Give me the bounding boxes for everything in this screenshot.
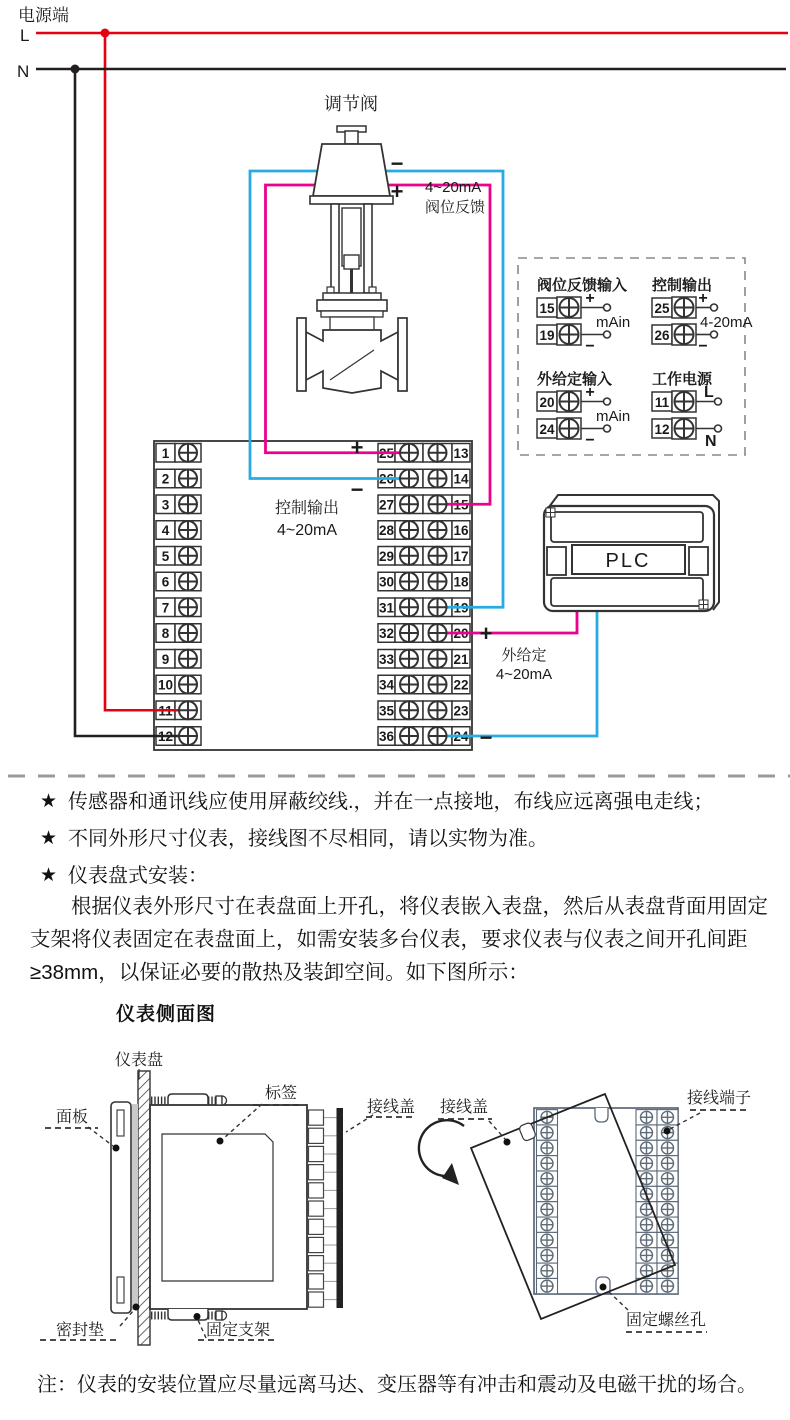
terminal-number: 23 [453, 703, 469, 719]
polarity-sign: − [585, 338, 595, 355]
neutral-line-label: N [17, 62, 30, 81]
terminal-number: 7 [161, 600, 170, 616]
strip-cell [309, 1237, 324, 1252]
polarity-sign: + [585, 290, 595, 307]
bracket-label: 固定支架 [205, 1322, 271, 1339]
rotate-arrow [419, 1120, 464, 1176]
note-text: 仪表盘式安装： [68, 865, 208, 887]
legend-terminal-number: 26 [654, 328, 670, 343]
terminal-number: 25 [378, 445, 395, 461]
panel-board-label: 仪表盘 [114, 1052, 164, 1069]
legend-mid-label: mAin [596, 408, 631, 425]
plc-box [544, 495, 719, 611]
terminal-legend [518, 258, 753, 455]
note-item [40, 789, 780, 815]
terminal-number: 2 [161, 471, 170, 487]
setpoint-label: 外给定 [501, 647, 547, 664]
terminal-number: 18 [453, 574, 469, 590]
neutral-sign: N [705, 433, 717, 450]
polarity-sign: + [585, 384, 595, 401]
terminal-number: 26 [378, 471, 395, 487]
note-item [40, 863, 780, 889]
note-item [40, 826, 780, 852]
legend-group3-title: 外给定输入 [537, 371, 613, 388]
legend-terminal-number: 19 [539, 328, 555, 343]
terminal-number: 28 [378, 523, 395, 539]
side-view-diagram [40, 1050, 416, 1345]
terminal-number: 36 [378, 729, 395, 745]
terminal-number: 12 [157, 729, 174, 745]
strip-cell [309, 1183, 324, 1198]
terminal-number: 3 [161, 497, 170, 513]
strip-cell [309, 1146, 324, 1161]
legend-mid-label: mAin [596, 314, 631, 331]
installation-paragraph: 根据仪表外形尺寸在表盘面上开孔，将仪表嵌入表盘，然后从表盘背面用固定支架将仪表固定在表盘面上，如需安装多台仪表，要求仪表与仪表之间开孔间距≥38mm，以保证必要的散热及装卸空间。如下图所示： [30, 895, 768, 984]
seal-label: 密封垫 [55, 1322, 105, 1339]
front-panel-label: 面板 [55, 1109, 89, 1126]
terminal-number: 34 [378, 677, 395, 693]
control-output-range: 4~20mA [276, 522, 338, 539]
terminal-number: 24 [453, 729, 469, 745]
legend-terminal-number: 20 [539, 395, 555, 410]
setpoint-minus-sign: − [479, 725, 493, 750]
terminal-number: 16 [453, 523, 469, 539]
note-text: 传感器和通讯线应使用屏蔽绞线.，并在一点接地，布线应远离强电走线； [68, 791, 714, 813]
terminal-number: 35 [378, 703, 395, 719]
line-sign: L [704, 384, 714, 401]
legend-group1-title: 阀位反馈输入 [537, 277, 628, 294]
terminal-number: 10 [157, 677, 174, 693]
terminal-number: 13 [453, 445, 469, 461]
strip-cell [309, 1219, 324, 1234]
legend-group2-title: 控制输出 [652, 277, 713, 294]
setpoint-plus-sign: + [479, 621, 493, 646]
valve-title: 调节阀 [324, 94, 378, 114]
star-icon: ★ [40, 791, 58, 812]
live-line-label: L [20, 26, 30, 45]
tag-label: 标签 [264, 1085, 298, 1102]
note-text: 不同外形尺寸仪表，接线图不尽相同，请以实物为准。 [68, 828, 548, 850]
polarity-sign: − [698, 338, 708, 355]
control-plus-sign: + [350, 435, 364, 460]
terminal-number: 5 [161, 548, 170, 564]
terminal-number: 20 [453, 626, 469, 642]
strip-cell [309, 1128, 324, 1143]
terminal-number: 22 [453, 677, 469, 693]
terminal-number: 11 [158, 703, 173, 719]
star-icon: ★ [40, 865, 58, 886]
strip-cell [309, 1165, 324, 1180]
terminal-number: 6 [161, 574, 170, 590]
legend-terminal-number: 24 [539, 422, 555, 437]
terminal-number: 27 [378, 497, 395, 513]
strip-cell [309, 1274, 324, 1289]
terminal-number: 15 [453, 497, 469, 513]
terminal-number: 21 [453, 651, 469, 667]
neutral-junction-dot [71, 65, 80, 74]
terminal-number: 31 [378, 600, 395, 616]
screw-hole-label: 固定螺丝孔 [625, 1312, 707, 1329]
plc-label: PLC [605, 550, 651, 572]
strip-cell [309, 1110, 324, 1125]
seal-strip [132, 1104, 138, 1310]
rotate-arrowhead [442, 1163, 459, 1185]
legend-terminal-number: 25 [654, 301, 670, 316]
strip-cell [309, 1201, 324, 1216]
legend-group4-title: 工作电源 [652, 371, 713, 388]
terminals-label: 接线端子 [686, 1090, 752, 1107]
side-view-title: 仪表侧面图 [116, 1004, 217, 1025]
legend-mid-label: 4-20mA [700, 314, 753, 331]
control-minus-sign: − [350, 477, 364, 502]
terminal-number: 29 [378, 548, 395, 564]
terminal-number: 8 [161, 626, 170, 642]
terminal-number: 30 [378, 574, 395, 590]
terminal-number: 19 [453, 600, 469, 616]
tag-area [162, 1134, 273, 1281]
legend-terminal-number: 12 [654, 422, 670, 437]
terminal-cover-label-left: 接线盖 [366, 1099, 416, 1116]
strip-cell [309, 1292, 324, 1307]
control-output-label: 控制输出 [274, 500, 340, 517]
top-screw-hole [595, 1108, 608, 1122]
terminal-number: 9 [161, 651, 170, 667]
side-terminal-strip [309, 1110, 337, 1307]
terminal-number: 33 [378, 651, 395, 667]
bottom-note: 注：仪表的安装位置应尽量远离马达、变压器等有冲击和震动及电磁干扰的场合。 [37, 1374, 757, 1396]
valve-minus-sign: − [390, 151, 404, 176]
legend-terminal-number: 15 [539, 301, 555, 316]
rear-view-diagram [419, 1089, 751, 1332]
notes-list [40, 789, 780, 900]
strip-cell [309, 1256, 324, 1271]
feedback-range-label: 4~20mA [425, 179, 482, 196]
polarity-sign: − [585, 432, 595, 449]
feedback-name-label: 阀位反馈 [425, 199, 486, 216]
terminal-cover-bar [337, 1108, 344, 1308]
live-junction-dot [101, 29, 110, 38]
terminal-number: 4 [161, 523, 170, 539]
valve-plus-sign: + [390, 179, 404, 204]
panel-board-hatch [138, 1071, 150, 1345]
power-terminal-label: 电源端 [18, 6, 69, 25]
terminal-number: 17 [453, 548, 469, 564]
setpoint-range: 4~20mA [495, 666, 553, 683]
terminal-number: 14 [453, 471, 469, 487]
terminal-cover-label-right: 接线盖 [439, 1099, 489, 1116]
legend-terminal-number: 11 [654, 395, 670, 410]
terminal-number: 1 [161, 445, 170, 461]
star-icon: ★ [40, 828, 58, 849]
terminal-number: 32 [378, 626, 395, 642]
polarity-sign: + [698, 290, 708, 307]
